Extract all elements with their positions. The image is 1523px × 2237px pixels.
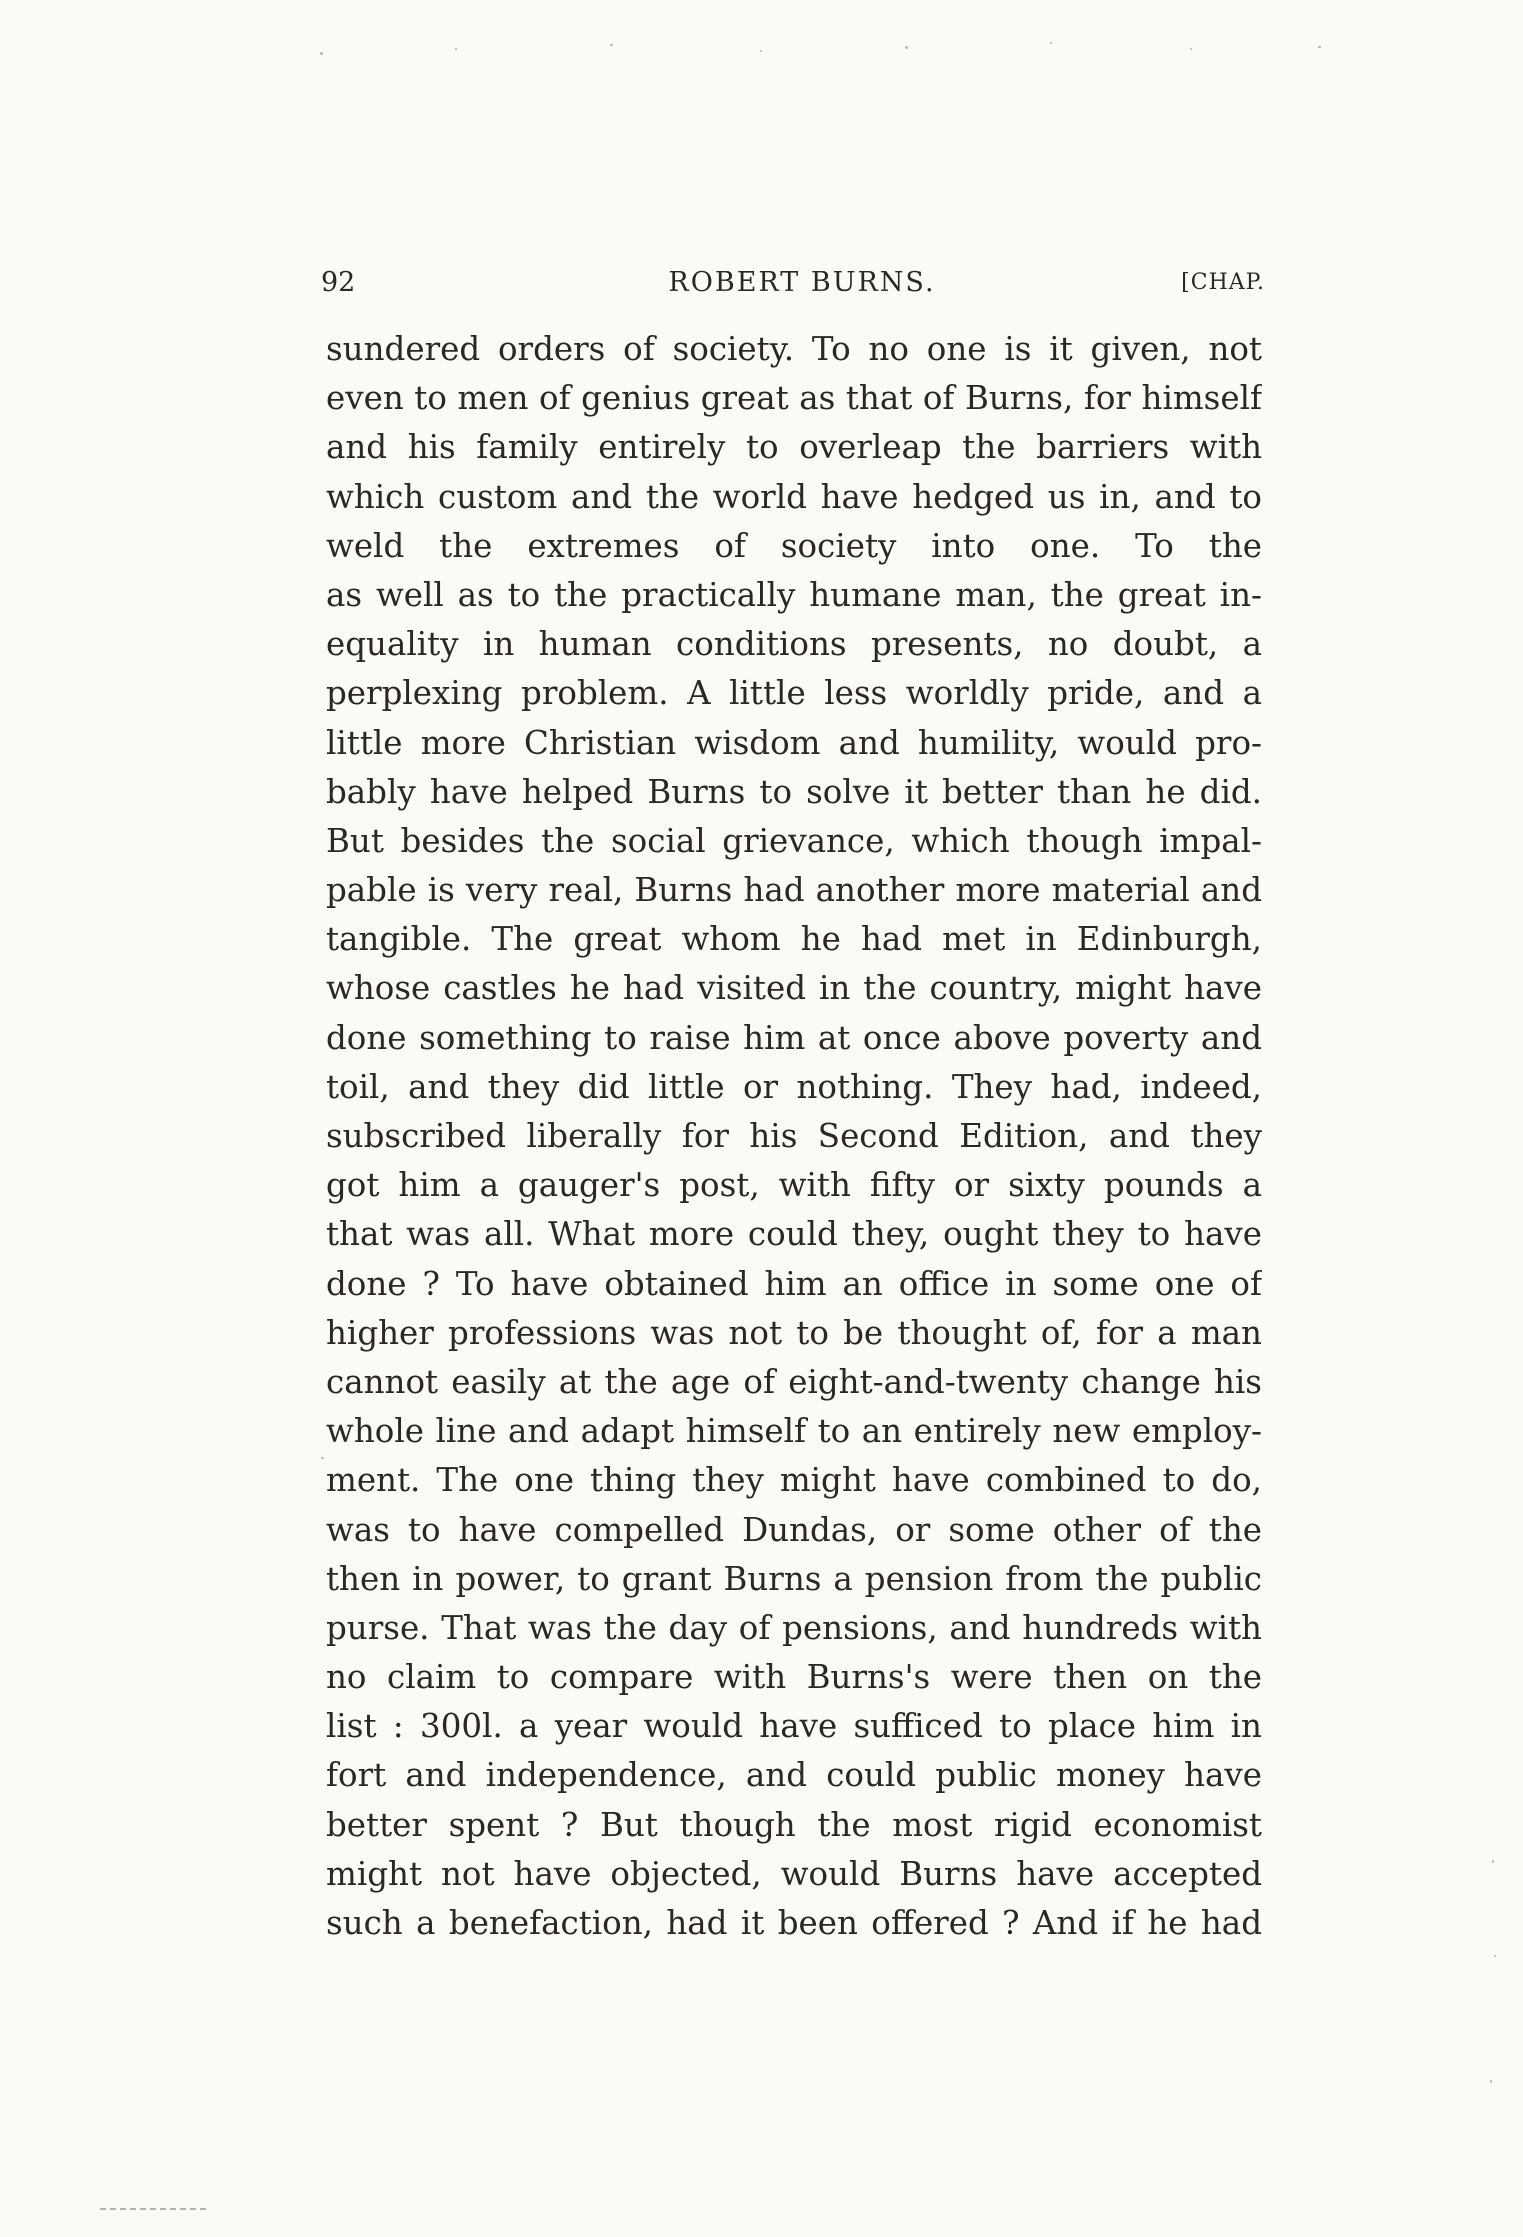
text-line: sundered orders of society. To no one is it given, not (326, 330, 1262, 368)
text-line: which custom and the world have hedged us in, and to (326, 477, 1262, 516)
paper-speck (1490, 2080, 1492, 2083)
page-number: 92 (321, 267, 356, 298)
paper-speck (610, 44, 613, 46)
text-line: whole line and adapt himself to an entirely new employ- (326, 1412, 1262, 1451)
text-line: was to have compelled Dundas, or some other of the (326, 1510, 1262, 1549)
text-line: cannot easily at the age of eight-and-twenty change his (326, 1362, 1262, 1401)
text-line: But besides the social grievance, which though impal- (326, 821, 1262, 860)
text-line: as well as to the practically humane man, the great in- (326, 575, 1262, 614)
page-header (321, 263, 1265, 303)
paper-speck (905, 46, 908, 49)
text-line: equality in human conditions presents, no doubt, a (326, 625, 1262, 664)
paper-speck (320, 52, 323, 55)
text-line: bably have helped Burns to solve it better than he did. (326, 772, 1262, 811)
text-line: perplexing problem. A little less worldly pride, and a (326, 674, 1262, 713)
paper-speck (321, 1457, 324, 1459)
chapter-label: [CHAP. (1181, 270, 1265, 295)
text-line: list : 300l. a year would have sufficed to place him in (326, 1707, 1262, 1746)
text-line: such a benefaction, had it been offered ? And if he had (326, 1904, 1262, 1942)
paper-speck (455, 48, 457, 50)
text-line: higher professions was not to be thought of, for a man (326, 1313, 1262, 1352)
text-line: weld the extremes of society into one. To the (326, 526, 1262, 565)
text-line: got him a gauger's post, with fifty or sixty pounds a (326, 1166, 1262, 1205)
text-line: little more Christian wisdom and humility, would pro- (326, 723, 1262, 762)
paper-speck (1190, 48, 1192, 50)
text-line: tangible. The great whom he had met in Edinburgh, (326, 920, 1262, 959)
running-title: ROBERT BURNS. (668, 267, 936, 298)
text-line: then in power, to grant Burns a pension from the public (326, 1559, 1262, 1598)
text-line: fort and independence, and could public money have (326, 1756, 1262, 1795)
text-line: ment. The one thing they might have combined to do, (326, 1461, 1262, 1500)
text-line: subscribed liberally for his Second Edition, and they (326, 1117, 1262, 1155)
text-line: purse. That was the day of pensions, and hundreds with (326, 1608, 1262, 1647)
text-line: better spent ? But though the most rigid economist (326, 1805, 1262, 1844)
text-line: that was all. What more could they, ought they to have (326, 1215, 1262, 1254)
text-line: whose castles he had visited in the country, might have (326, 969, 1262, 1008)
text-line: might not have objected, would Burns have accepted (326, 1854, 1262, 1893)
text-line: and his family entirely to overleap the barriers with (326, 428, 1262, 467)
paper-speck (1318, 46, 1321, 48)
text-line: done ? To have obtained him an office in some one of (326, 1264, 1262, 1303)
text-line: even to men of genius great as that of Burns, for himself (326, 379, 1262, 418)
text-line: toil, and they did little or nothing. They had, indeed, (326, 1067, 1262, 1106)
scan-edge-mark (100, 2208, 210, 2210)
text-line: no claim to compare with Burns's were then on the (326, 1658, 1262, 1697)
text-line: done something to raise him at once above poverty and (326, 1018, 1262, 1057)
body-text (326, 325, 1262, 1948)
text-line: pable is very real, Burns had another more material and (326, 871, 1262, 910)
paper-speck (1492, 1860, 1494, 1863)
paper-speck (1494, 1955, 1496, 1957)
paper-speck (1050, 42, 1052, 44)
paper-speck (760, 50, 762, 52)
